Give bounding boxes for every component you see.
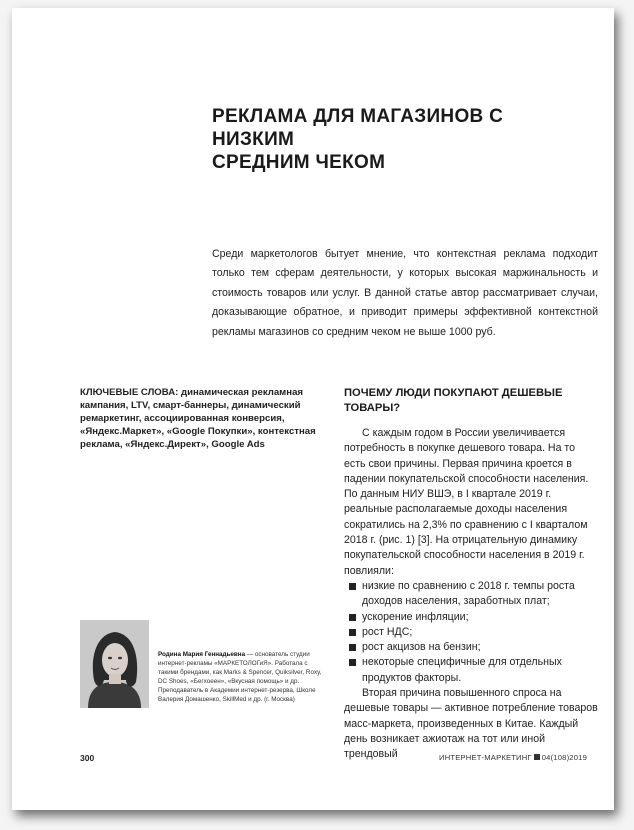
journal-footer bbox=[439, 753, 587, 762]
section-heading: ПОЧЕМУ ЛЮДИ ПОКУПАЮТ ДЕШЕВЫЕ ТОВАРЫ? bbox=[344, 387, 563, 414]
bullet-item: рост НДС; bbox=[344, 625, 598, 640]
keywords-text: динамическая рекламная кампания, LTV, смарт-баннеры, динамический ремаркетинг, ассоциированная конверсия, «Яндекс.Маркет», «Google Покупки», контекстная реклама, «Яндекс.Директ», Google Ads bbox=[80, 387, 316, 450]
author-bio bbox=[158, 650, 326, 705]
square-bullet-icon bbox=[349, 614, 356, 621]
keywords-block bbox=[80, 386, 338, 451]
bullet-item: некоторые специфичные для отдельных продуктов факторы. bbox=[344, 655, 598, 686]
square-bullet-icon bbox=[349, 644, 356, 651]
article-title bbox=[212, 105, 572, 174]
bullet-item: низкие по сравнению с 2018 г. темпы роста доходов населения, заработных плат; bbox=[344, 579, 598, 610]
article-title-line1: РЕКЛАМА ДЛЯ МАГАЗИНОВ С НИЗКИМ bbox=[212, 106, 504, 150]
body-paragraph-2: Вторая причина повышенного спроса на дешевые товары — активное потребление товаров масс-маркета, произведенных в Китае. Каждый день возникает ажиотаж на тот или иной трендовый bbox=[344, 687, 598, 761]
bullet-item: рост акцизов на бензин; bbox=[344, 640, 598, 655]
author-portrait-icon bbox=[80, 620, 149, 708]
article-body bbox=[344, 426, 598, 763]
journal-name: ИНТЕРНЕТ-МАРКЕТИНГ bbox=[439, 753, 532, 762]
bullet-list bbox=[344, 579, 598, 686]
article-title-line2: СРЕДНИМ ЧЕКОМ bbox=[212, 152, 386, 173]
square-bullet-icon bbox=[349, 659, 356, 666]
author-description: — основатель студии интернет-рекламы «МАРКЕТОЛОГиЯ». Работала с такими брендами, как Marks & Spencer, Quiksilver, Roxy, DC Shoes, «Бегхоеен», «Вкусная помощь» и др. Преподаватель в Академии интернет-резерва, Школе Валерия Домашенко, SkillMed и др. (г. Москва) bbox=[158, 651, 322, 704]
lead-paragraph: Среди маркетологов бытует мнение, что контекстная реклама подходит только тем сферам деятельности, у которых высокая маржинальность и стоимость товаров или услуг. В данной статье автор рассматривает случаи, доказывающие обратное, и приводит примеры эффективной контекстной рекламы магазинов со средним чеком не выше 1000 руб. bbox=[212, 248, 598, 338]
bullet-item: ускорение инфляции; bbox=[344, 610, 598, 625]
page-number: 300 bbox=[80, 753, 95, 763]
author-name: Родина Мария Геннадьевна bbox=[158, 651, 246, 658]
body-paragraph-1: С каждым годом в России увеличивается потребность в покупке дешевого товара. На то есть свои причины. Первая причина кроется в падении покупательской способности населения. По данным НИУ ВШЭ, в I квартале 2019 г. реальные располагаемые доходы населения сократились на 2,3% по сравнению с I кварталом 2018 г. (рис. 1) [3]. На отрицательную динамику покупательской способности населения в 2019 г. повлияли: bbox=[344, 427, 589, 577]
article-lead bbox=[212, 245, 598, 342]
magazine-page bbox=[12, 8, 614, 810]
square-bullet-icon bbox=[349, 583, 356, 590]
issue-number: 04(108)2019 bbox=[541, 753, 587, 762]
author-photo bbox=[80, 620, 149, 708]
keywords-label: КЛЮЧЕВЫЕ СЛОВА: bbox=[80, 387, 179, 398]
square-bullet-icon bbox=[349, 629, 356, 636]
square-separator-icon bbox=[534, 754, 540, 760]
